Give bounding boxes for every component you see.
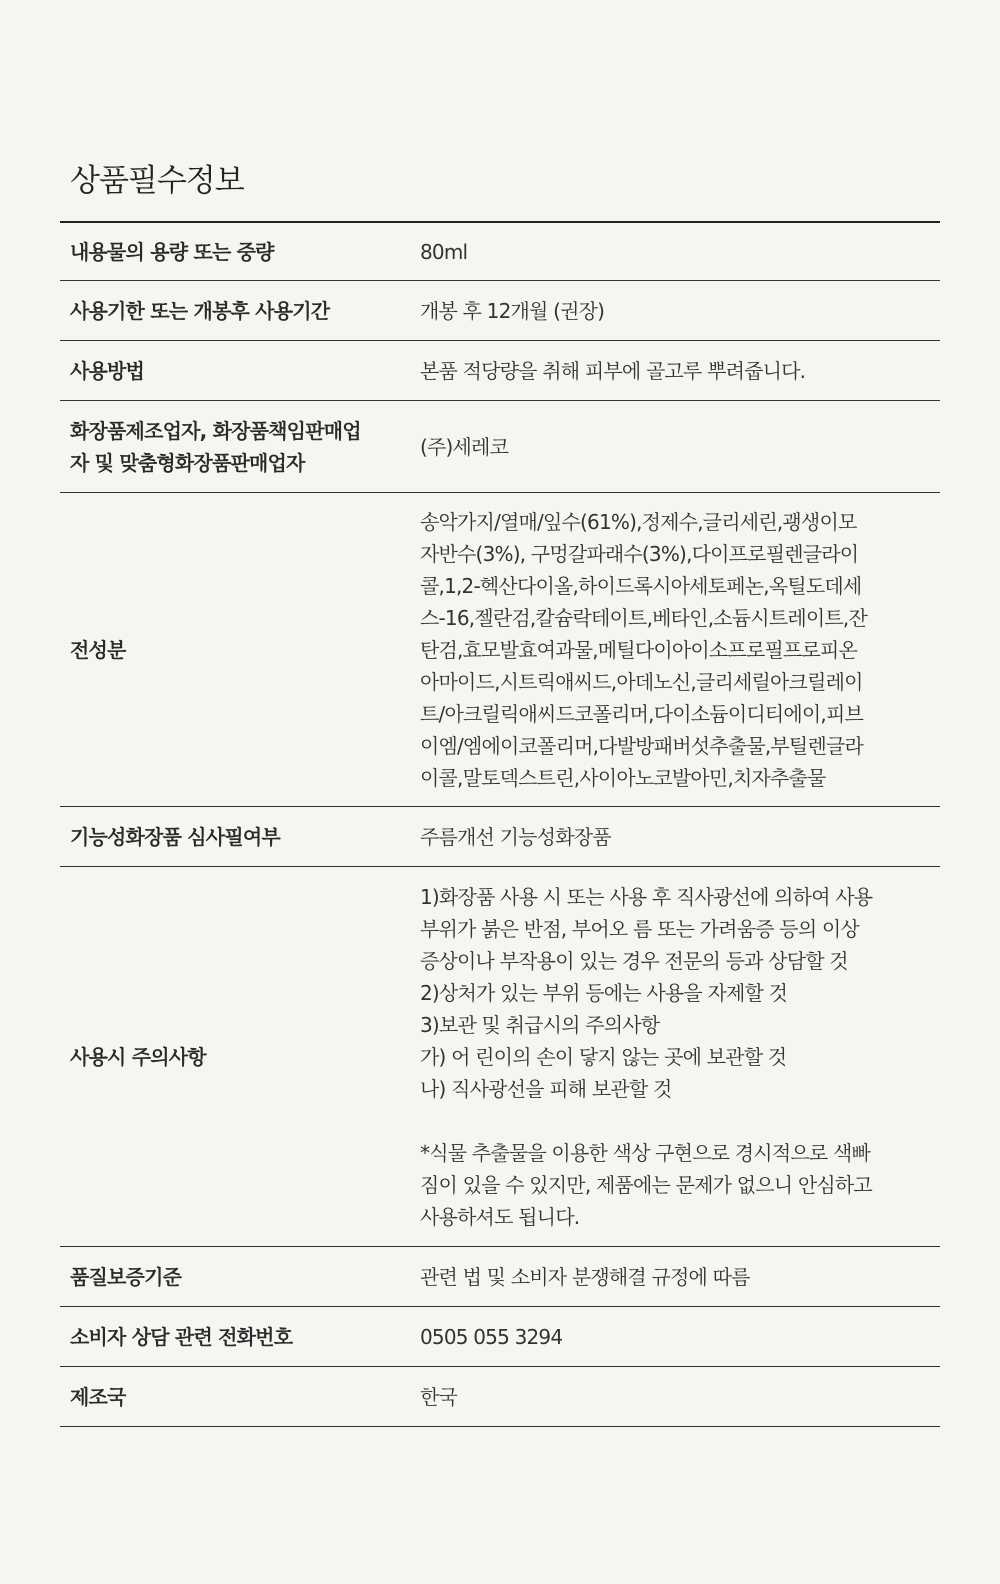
table-row-precautions xyxy=(60,867,940,1247)
table-row-usage xyxy=(60,341,940,401)
row-label: 소비자 상담 관련 전화번호 xyxy=(70,1324,293,1349)
table-row-volume xyxy=(60,223,940,281)
row-value: 1)화장품 사용 시 또는 사용 후 직사광선에 의하여 사용 부위가 붉은 반점, 부어오 름 또는 가려움증 등의 이상 증상이나 부작용이 있는 경우 전문의 등과 상담할 것 2)상처가 있는 부위 등에는 사용을 자제할 것 3)보관 및 취급시의 주의사항 가) 어 린이의 손이 닿지 않는 곳에 보관할 것 나) 직사광선을 피해 보관할 것 *식물 추출물을 이용한 색상 구현으로 경시적으로 색빠 짐이 있을 수 있지만, 제품에는 문제가 없으니 안심하고 사용하셔도 됩니다. xyxy=(420,884,873,1229)
table-row-functional xyxy=(60,807,940,867)
page-title: 상품필수정보 xyxy=(70,163,244,199)
product-info-table xyxy=(60,221,940,1427)
row-label: 사용시 주의사항 xyxy=(70,1044,206,1069)
row-label: 전성분 xyxy=(70,637,126,662)
table-row-quality xyxy=(60,1247,940,1307)
row-value: 80ml xyxy=(420,239,468,264)
table-row-ingredients xyxy=(60,493,940,807)
row-label: 제조국 xyxy=(70,1384,126,1409)
table-row-origin xyxy=(60,1367,940,1427)
row-label: 화장품제조업자, 화장품책임판매업 자 및 맞춤형화장품판매업자 xyxy=(70,418,361,475)
row-value: 송악가지/열매/잎수(61%),정제수,글리세린,괭생이모 자반수(3%), 구멍갈파래수(3%),다이프로필렌글라이 콜,1,2-헥산다이올,하이드록시아세토페논,옥틸도데세 스-16,젤란검,칼슘락테이트,베타인,소듐시트레이트,잔 탄검,효모발효여과물,메틸다이아이소프로필프로피온 아마이드,시트릭애씨드,아데노신,글리세릴아크릴레이 트/아크릴릭애씨드코폴리머,다이소듐이디티에이,피브 이엠/엠에이코폴리머,다발방패버섯추출물,부틸렌글라 이콜,말토덱스트린,사이아노코발아민,치자추출물 xyxy=(420,509,867,790)
row-label: 사용방법 xyxy=(70,358,145,383)
table-row-expiry xyxy=(60,281,940,341)
row-value: 0505 055 3294 xyxy=(420,1324,563,1349)
row-value: 관련 법 및 소비자 분쟁해결 규정에 따름 xyxy=(420,1264,750,1289)
table-row-manufacturer xyxy=(60,401,940,493)
table-row-phone xyxy=(60,1307,940,1367)
row-value: 주름개선 기능성화장품 xyxy=(420,824,611,849)
row-label: 기능성화장품 심사필여부 xyxy=(70,824,280,849)
row-value: 본품 적당량을 취해 피부에 골고루 뿌려줍니다. xyxy=(420,358,806,383)
row-label: 내용물의 용량 또는 중량 xyxy=(70,239,274,264)
row-label: 품질보증기준 xyxy=(70,1264,182,1289)
row-value: (주)세레코 xyxy=(420,434,509,459)
row-value: 한국 xyxy=(420,1384,458,1409)
row-label: 사용기한 또는 개봉후 사용기간 xyxy=(70,298,330,323)
row-value: 개봉 후 12개월 (권장) xyxy=(420,298,605,323)
